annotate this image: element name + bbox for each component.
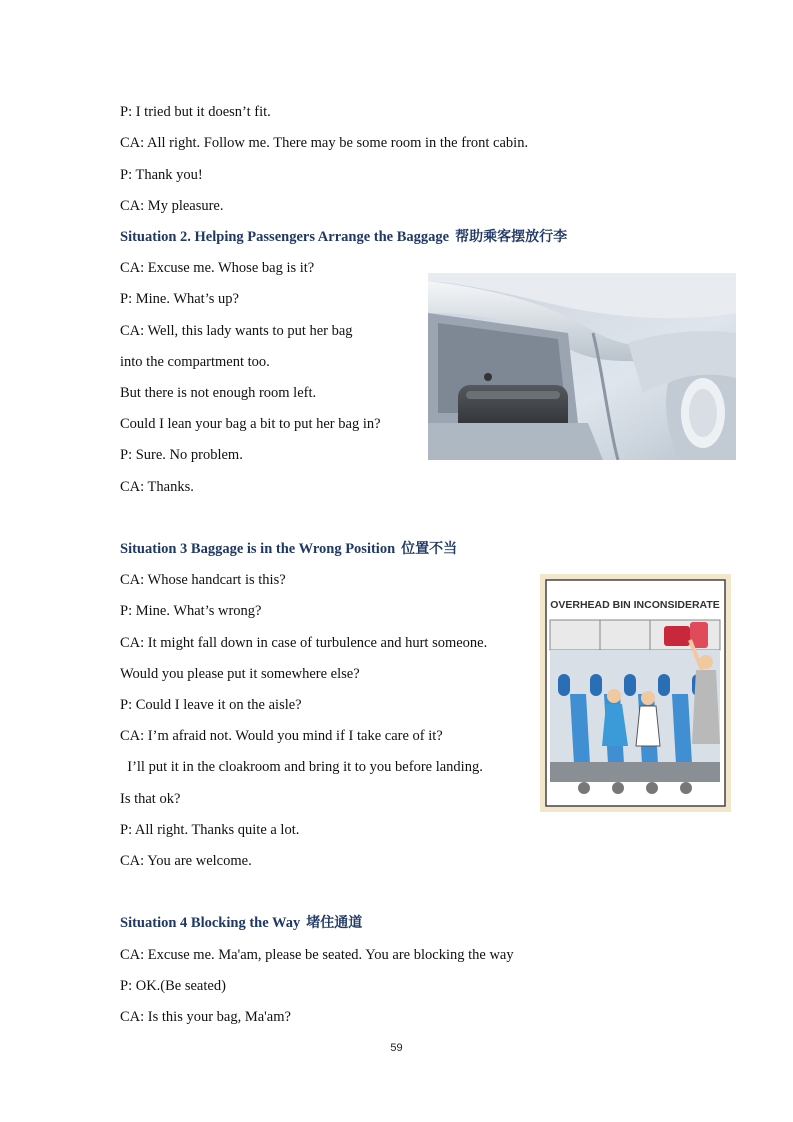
dialogue-line: CA: I’m afraid not. Would you mind if I take care of it? bbox=[120, 728, 443, 744]
situation2-heading-cn: 帮助乘客摆放行李 bbox=[455, 229, 568, 245]
situation2-heading-en: Situation 2. Helping Passengers Arrange the Baggage bbox=[120, 229, 450, 245]
page-number: 59 bbox=[390, 1042, 403, 1054]
dialogue-line: CA: Excuse me. Ma'am, please be seated. You are blocking the way bbox=[120, 947, 514, 963]
dialogue-line: Is that ok? bbox=[120, 791, 181, 807]
situation3-heading-cn: 位置不当 bbox=[401, 541, 458, 557]
dialogue-line: CA: Thanks. bbox=[120, 479, 194, 495]
dialogue-line: I’ll put it in the cloakroom and bring it to you before landing. bbox=[120, 759, 483, 775]
situation3-heading-en: Situation 3 Baggage is in the Wrong Position bbox=[120, 541, 396, 557]
situation4-heading-en: Situation 4 Blocking the Way bbox=[120, 915, 301, 931]
situation4-heading-cn: 堵住通道 bbox=[306, 915, 363, 931]
dialogue-line: CA: Whose handcart is this? bbox=[120, 572, 286, 588]
dialogue-line: P: Mine. What’s up? bbox=[120, 291, 239, 307]
dialogue-line: CA: All right. Follow me. There may be some room in the front cabin. bbox=[120, 135, 529, 151]
situation4-heading bbox=[120, 914, 362, 932]
dialogue-line: P: Thank you! bbox=[120, 167, 203, 183]
dialogue-line: Could I lean your bag a bit to put her bag in? bbox=[120, 416, 381, 432]
dialogue-line: P: OK.(Be seated) bbox=[120, 978, 226, 994]
dialogue-line: CA: Excuse me. Whose bag is it? bbox=[120, 260, 315, 276]
dialogue-line: But there is not enough room left. bbox=[120, 385, 317, 401]
cartoon-caption: OVERHEAD BIN INCONSIDERATE bbox=[550, 599, 720, 611]
dialogue-line: CA: You are welcome. bbox=[120, 853, 252, 869]
dialogue-line: P: Sure. No problem. bbox=[120, 447, 243, 463]
dialogue-line: P: Could I leave it on the aisle? bbox=[120, 697, 302, 713]
overhead-bin-cartoon bbox=[540, 574, 731, 812]
situation3-heading bbox=[120, 540, 457, 558]
dialogue-line: P: Mine. What’s wrong? bbox=[120, 603, 262, 619]
overhead-bin-photo bbox=[428, 273, 736, 460]
dialogue-line: CA: My pleasure. bbox=[120, 198, 224, 214]
dialogue-line: CA: Is this your bag, Ma'am? bbox=[120, 1009, 291, 1025]
situation2-heading bbox=[120, 228, 567, 246]
dialogue-line: CA: It might fall down in case of turbulence and hurt someone. bbox=[120, 635, 488, 651]
dialogue-line: CA: Well, this lady wants to put her bag bbox=[120, 323, 353, 339]
dialogue-line: Would you please put it somewhere else? bbox=[120, 666, 360, 682]
dialogue-line: P: All right. Thanks quite a lot. bbox=[120, 822, 300, 838]
dialogue-line: P: I tried but it doesn’t fit. bbox=[120, 104, 271, 120]
dialogue-line: into the compartment too. bbox=[120, 354, 270, 370]
